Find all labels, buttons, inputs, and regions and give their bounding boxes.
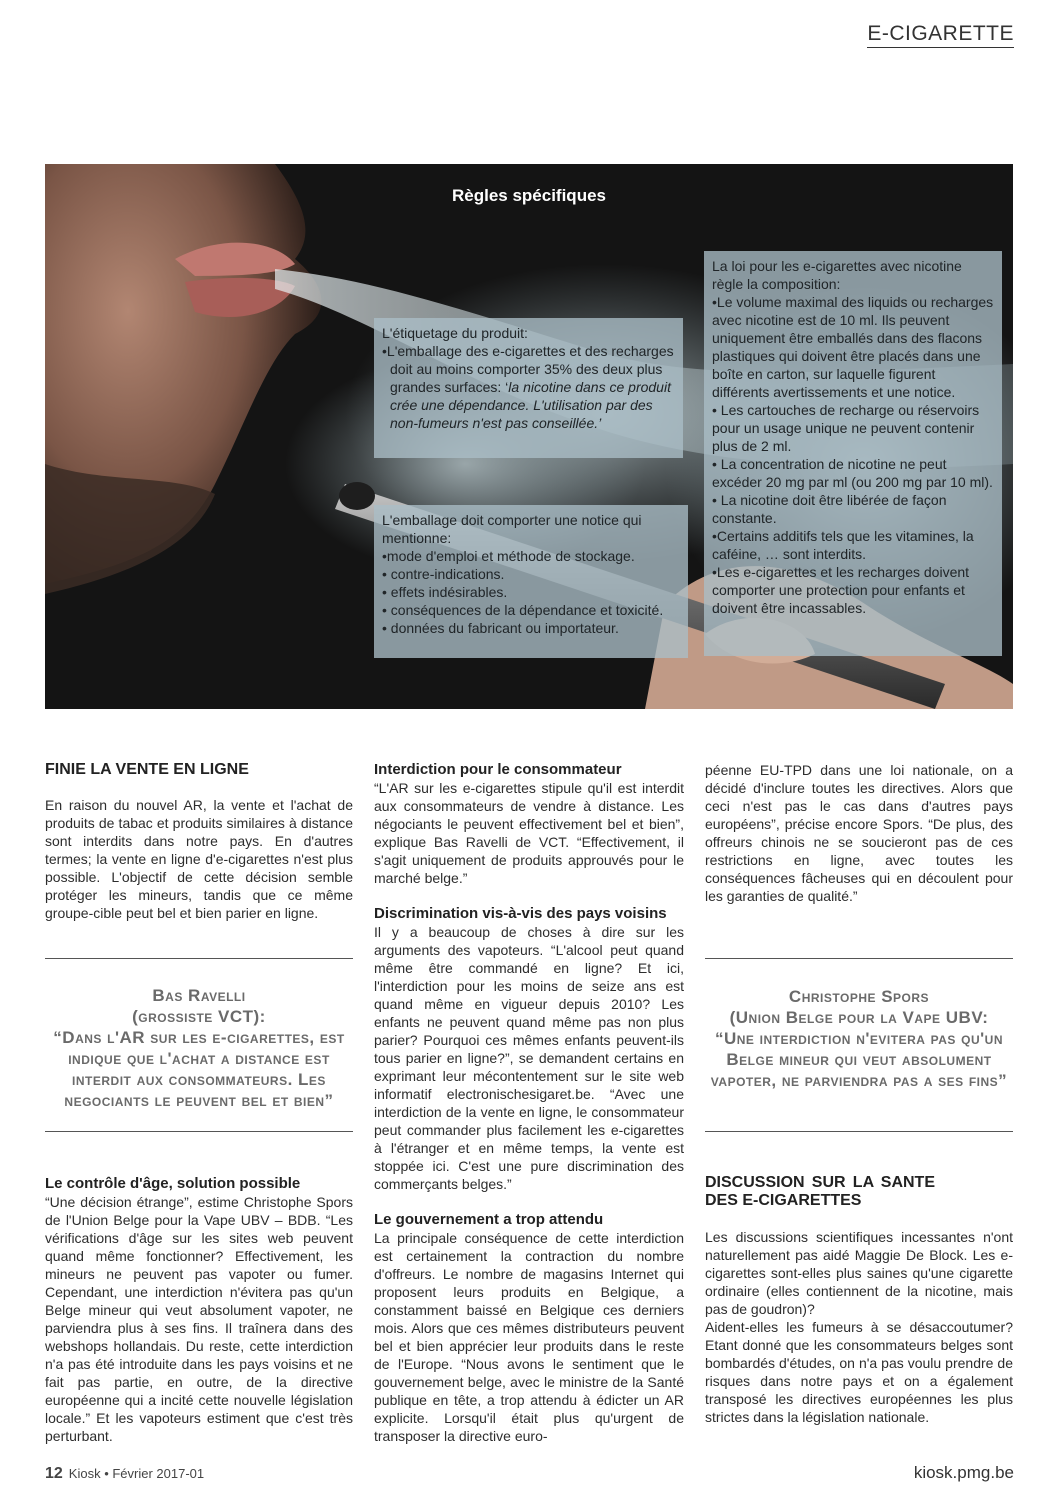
law-item: •Les e-cigarettes et les recharges doivent comporter une protection pour enfants et doivent être incassables. xyxy=(712,564,970,616)
footer-left xyxy=(45,1465,204,1483)
law-item: • La nicotine doit être libérée de façon constante. xyxy=(712,492,947,526)
notice-item: • données du fabricant ou importateur. xyxy=(382,620,619,636)
notice-item: • conséquences de la dépendance et toxicité. xyxy=(382,602,664,618)
law-list xyxy=(712,293,994,617)
notice-list xyxy=(382,547,680,637)
divider xyxy=(705,958,1013,959)
law-item: • Les cartouches de recharge ou réservoirs pour un usage unique ne peuvent contenir plus de 2 ml. xyxy=(712,402,980,454)
column-3 xyxy=(705,761,1013,905)
col2-paragraph-1: “L'AR sur les e-cigarettes stipule qu'il est interdit aux consommateurs de vendre à distance. Les négociants le peuvent effectivement bel et bien”, explique Bas Ravelli de VCT. “Effectivement, il s'agit uniquement de produits approuvés pour le marché belge.” xyxy=(374,780,684,886)
quote-text: “Dans l'AR sur les e-cigarettes, est indique que l'achat a distance est interdit aux consommateurs. Les negociants le peuvent bel et bien” xyxy=(53,1028,345,1110)
column-2 xyxy=(374,761,684,1445)
notice-item: • effets indésirables. xyxy=(382,584,508,600)
labeling-box xyxy=(374,318,683,458)
column-1-lower xyxy=(45,1175,353,1445)
labeling-intro: L'étiquetage du produit: xyxy=(382,325,528,341)
divider xyxy=(705,1131,1013,1132)
pull-quote-ravelli xyxy=(45,985,353,1111)
notice-box xyxy=(374,505,688,658)
law-box xyxy=(704,251,1002,656)
quote-author: Christophe Spors xyxy=(788,987,930,1006)
heading-discussion-sante: DISCUSSION SUR LA SANTE DES E-CIGARETTES xyxy=(705,1174,935,1209)
col3-paragraph-3: Aident-elles les fumeurs à se désaccoutumer? Etant donné que les consommateurs belges sont bombardés d'études, on n'a pas voulu prendre de risques dans notre pays et on a également transposé les directives européennes les plus strictes dans la législation nationale. xyxy=(705,1319,1013,1425)
quote-role: (grossiste VCT): xyxy=(132,1007,266,1026)
website-link[interactable]: kiosk.pmg.be xyxy=(913,1463,1014,1482)
notice-item: • contre-indications. xyxy=(382,566,505,582)
quote-author: Bas Ravelli xyxy=(152,986,246,1005)
labeling-item-text: •L'emballage des e-cigarettes et des recharges doit au moins comporter 35% des deux plus grandes surfaces: ‘ xyxy=(382,343,674,395)
heading-interdiction: Interdiction pour le consommateur xyxy=(374,761,622,778)
publication-info: Kiosk • Février 2017-01 xyxy=(68,1466,205,1481)
heading-discrimination: Discrimination vis-à-vis des pays voisins xyxy=(374,905,667,922)
section-label: E-CIGARETTE xyxy=(867,22,1014,48)
law-item: •Le volume maximal des liquids ou recharges avec nicotine est de 10 ml. Ils peuvent uniquement être emballés dans des flacons plastiques qui doivent être placés dans une boîte en carton, sur laquelle figurent différents avertissements et une notice. xyxy=(712,294,994,400)
pull-quote-spors xyxy=(705,986,1013,1091)
heading-finie-vente: FINIE LA VENTE EN LIGNE xyxy=(45,761,249,778)
notice-item: •mode d'emploi et méthode de stockage. xyxy=(382,548,635,564)
column-3-lower xyxy=(705,1174,1013,1426)
law-item: • La concentration de nicotine ne peut excéder 20 mg par ml (ou 200 mg par 10 ml). xyxy=(712,456,993,490)
labeling-item xyxy=(382,342,675,432)
quote-text: “Une interdiction n'evitera pas qu'un Belge mineur qui veut absolument vapoter, ne parviendra pas a ses fins” xyxy=(710,1029,1008,1090)
hero-photo xyxy=(45,164,1013,709)
col3-paragraph-2: Les discussions scientifiques incessantes n'ont naturellement pas aidé Maggie De Block. Les e-cigarettes sont-elles plus saines qu'une cigarette ordinaire (elles contiennent de la nicotine, mais pas de goudron)? xyxy=(705,1229,1013,1317)
divider xyxy=(45,958,353,959)
heading-controle-age: Le contrôle d'âge, solution possible xyxy=(45,1175,301,1192)
col2-paragraph-3: La principale conséquence de cette interdiction est certainement la contraction du nombre d'offreurs. Le nombre de magasins Internet qui proposent leurs produits en Belgique, a constamment baissé en Belgique ces derniers mois. Alors que ces mêmes distributeurs peuvent bel et bien apprécier leur produits dans le reste de l'Europe. “Nous avons le sentiment que le gouvernement belge, avec le ministre de la Santé publique en tête, a trop attendu à édicter un AR explicite. Lorsqu'il était plus qu'urgent de transposer la directive euro- xyxy=(374,1230,684,1444)
col3-paragraph-1: péenne EU-TPD dans une loi nationale, on a décidé d'inclure toutes les directives. Alors que ceci n'est pas le cas dans d'autres pays européens”, précise encore Spors. “De plus, des offreurs chinois ne se soucieront pas de ces restrictions en ligne, avec toutes les conséquences fâcheuses qui en découlent pour les garanties de qualité.” xyxy=(705,762,1013,904)
col1-paragraph-1: En raison du nouvel AR, la vente et l'achat de produits de tabac et produits similaires à distance sont interdits dans notre pays. En d'autres termes; la vente en ligne d'e-cigarettes n'est plus possible. L'objectif de cette décision semble protéger les mineurs, tandis que ce même groupe-cible peut bel et bien parier en ligne. xyxy=(45,797,353,921)
quote-role: (Union Belge pour la Vape UBV: xyxy=(729,1008,989,1027)
law-intro: La loi pour les e-cigarettes avec nicotine règle la composition: xyxy=(712,258,962,292)
divider xyxy=(45,1131,353,1132)
hero-title: Règles spécifiques xyxy=(451,186,606,205)
law-item: •Certains additifs tels que les vitamines, la caféine, … sont interdits. xyxy=(712,528,974,562)
col1-paragraph-2: “Une décision étrange”, estime Christophe Spors de l'Union Belge pour la Vape UBV – BDB. “Les vérifications d'âge sur les sites web peuvent quand même fonctionner? Effectivement, les mineurs ne peuvent pas vapoter ou fumer. Cependant, une interdiction n'évitera pas qu'un Belge mineur qui veut absolument vapoter, ne parviendra plus à ses fins. Il traînera dans des webshops hollandais. Du reste, cette interdiction n'a pas été introduite dans les pays voisins et ne fait pas partie, en outre, de la directive européenne qui a incité cette nouvelle législation locale.” Et les vapoteurs estiment que c'est très perturbant. xyxy=(45,1194,353,1444)
col2-paragraph-2: Il y a beaucoup de choses à dire sur les arguments des vapoteurs. “L'alcool peut quand même être commandé en ligne? Et ici, l'interdiction pour les moins de seize ans est quand même en vigueur depuis 2010? Les enfants ne peuvent quand même pas non plus parier? Pourquoi ces mêmes enfants peuvent-ils tous parier en ligne?”, se demandent certains en exprimant leur mécontentement sur le site web informatif electronischesigaret.be. “Avec une interdiction de la vente en ligne, le consommateur peut commander plus facilement les e-cigarettes à l'étranger et en même temps, la vente est stoppée ici. C'est une pure discrimination des commerçants belges.” xyxy=(374,924,684,1192)
page-number: 12 xyxy=(45,1465,63,1482)
labeling-item-quote: la nicotine dans ce produit crée une dépendance. L'utilisation par des non-fumeurs n'est pas conseillée.’ xyxy=(390,379,671,431)
notice-intro: L'emballage doit comporter une notice qui mentionne: xyxy=(382,512,642,546)
heading-gouvernement: Le gouvernement a trop attendu xyxy=(374,1211,604,1228)
column-1 xyxy=(45,761,353,922)
